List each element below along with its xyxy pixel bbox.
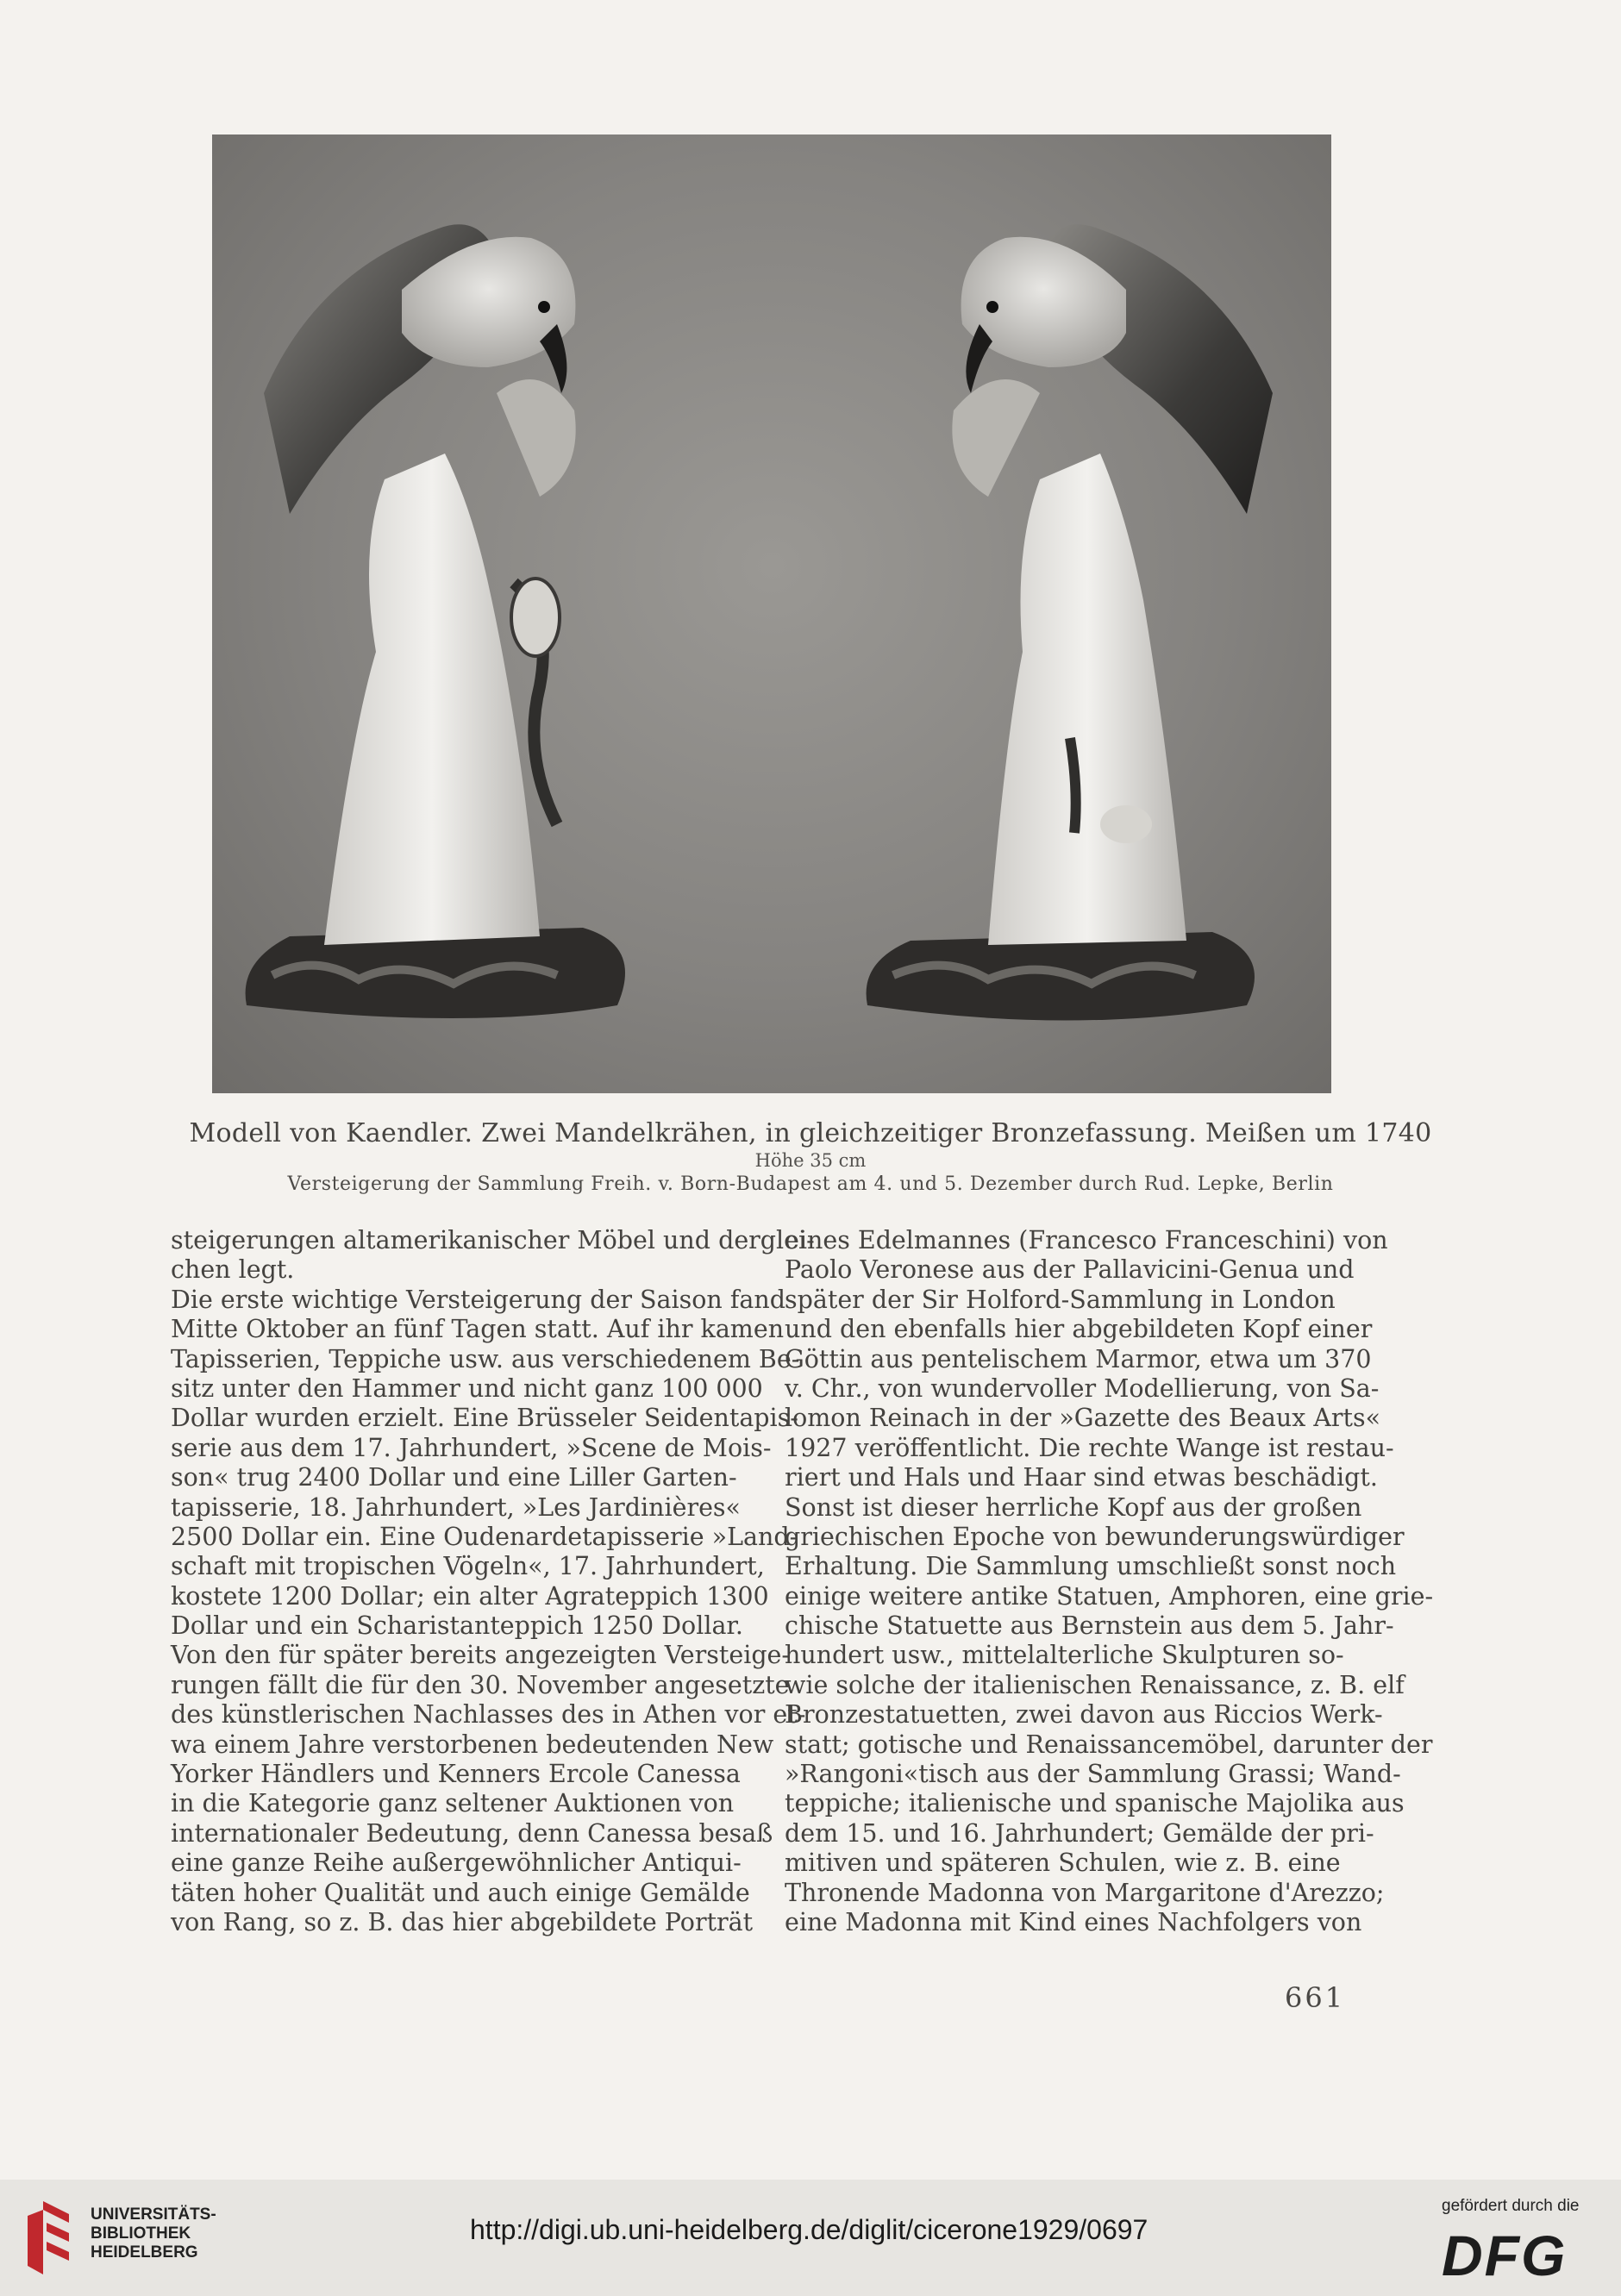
text-line: wie solche der italienischen Renaissance, z. B. elf <box>785 1670 1405 1699</box>
text-line: des künstlerischen Nachlasses des in Athen vor et- <box>171 1700 806 1730</box>
right-text-column <box>785 1226 1434 1937</box>
text-line: chische Statuette aus Bernstein aus dem 5. Jahr- <box>785 1611 1394 1641</box>
text-line: Dollar und ein Scharistanteppich 1250 Dollar. <box>171 1611 743 1641</box>
text-line: Bronzestatuetten, zwei davon aus Riccios Werk- <box>785 1700 1383 1730</box>
text-line: Sonst ist dieser herrliche Kopf aus der großen <box>785 1492 1362 1522</box>
text-line: griechischen Epoche von bewunderungswürdiger <box>785 1522 1405 1551</box>
text-line: dem 15. und 16. Jahrhundert; Gemälde der pri- <box>785 1818 1374 1848</box>
source-url-link[interactable]: http://digi.ub.uni-heidelberg.de/diglit/cicerone1929/0697 <box>470 2214 1148 2245</box>
text-line: internationaler Bedeutung, denn Canessa besaß <box>171 1818 773 1848</box>
figure-caption-sale: Versteigerung der Sammlung Freih. v. Born-Budapest am 4. und 5. Dezember durch Rud. Lepke, Berlin <box>287 1173 1334 1195</box>
library-name: UNIVERSITÄTS- BIBLIOTHEK HEIDELBERG <box>91 2205 216 2262</box>
text-line: hundert usw., mittelalterliche Skulpturen so- <box>785 1641 1344 1670</box>
text-line: steigerungen altamerikanischer Möbel und derglei- <box>171 1226 815 1254</box>
crow-figurines-illustration <box>212 135 1331 1093</box>
text-line: Paolo Veronese aus der Pallavicini-Genua und <box>785 1255 1355 1285</box>
page-number: 661 <box>1285 1981 1346 2014</box>
dfg-logo: DFG <box>1442 2224 1568 2287</box>
text-line: eine ganze Reihe außergewöhnlicher Antiqui- <box>171 1849 742 1878</box>
footer-bar <box>0 2180 1621 2296</box>
text-line: son« trug 2400 Dollar und eine Liller Garten- <box>171 1463 737 1492</box>
right-crow-figurine <box>867 224 1273 1020</box>
text-line: Thronende Madonna von Margaritone d'Arezzo; <box>785 1878 1385 1907</box>
text-line: Tapisserien, Teppiche usw. aus verschiedenem Be- <box>171 1344 800 1373</box>
text-line: Die erste wichtige Versteigerung der Saison fand <box>171 1285 785 1314</box>
text-line: sitz unter den Hammer und nicht ganz 100 000 <box>171 1373 763 1403</box>
text-line: wa einem Jahre verstorbenen bedeutenden New <box>171 1730 774 1759</box>
text-line: teppiche; italienische und spanische Majolika aus <box>785 1789 1405 1818</box>
figure-caption-main: Modell von Kaendler. Zwei Mandelkrähen, in gleichzeitiger Bronzefassung. Meißen um 1740 <box>189 1118 1432 1148</box>
text-line: riert und Hals und Haar sind etwas beschädigt. <box>785 1463 1378 1492</box>
university-library-logo-icon <box>17 2197 79 2279</box>
figure-caption-height: Höhe 35 cm <box>754 1150 867 1171</box>
text-line: eines Edelmannes (Francesco Franceschini) von <box>785 1226 1388 1254</box>
text-line: kostete 1200 Dollar; ein alter Agrateppich 1300 <box>171 1581 769 1611</box>
text-line: in die Kategorie ganz seltener Auktionen von <box>171 1789 735 1818</box>
text-line: Von den für später bereits angezeigten Versteige- <box>171 1641 791 1670</box>
text-line: Erhaltung. Die Sammlung umschließt sonst noch <box>785 1552 1397 1581</box>
text-line: 2500 Dollar ein. Eine Oudenardetapisserie »Land- <box>171 1522 798 1551</box>
text-line: Dollar wurden erzielt. Eine Brüsseler Seidentapis- <box>171 1404 798 1433</box>
text-line: einige weitere antike Statuen, Amphoren, eine grie- <box>785 1581 1434 1611</box>
text-line: v. Chr., von wundervoller Modellierung, von Sa- <box>785 1373 1380 1403</box>
text-line: Mitte Oktober an fünf Tagen statt. Auf ihr kamen <box>171 1315 785 1344</box>
text-line: chen legt. <box>171 1255 295 1285</box>
text-line: lomon Reinach in der »Gazette des Beaux Arts« <box>785 1404 1381 1433</box>
text-line: rungen fällt die für den 30. November angesetzte <box>171 1670 790 1699</box>
text-line: 1927 veröffentlicht. Die rechte Wange ist restau- <box>785 1433 1394 1462</box>
text-line: mitiven und späteren Schulen, wie z. B. eine <box>785 1849 1341 1878</box>
funded-by-label: gefördert durch die <box>1442 2197 1580 2215</box>
left-text-column <box>171 1226 815 1937</box>
text-line: Göttin aus pentelischem Marmor, etwa um 370 <box>785 1344 1372 1373</box>
text-line: serie aus dem 17. Jahrhundert, »Scene de Mois- <box>171 1433 772 1462</box>
text-line: »Rangoni«tisch aus der Sammlung Grassi; Wand- <box>785 1760 1401 1789</box>
text-line: eine Madonna mit Kind eines Nachfolgers von <box>785 1907 1362 1936</box>
text-line: täten hoher Qualität und auch einige Gemälde <box>171 1878 750 1907</box>
text-line: und den ebenfalls hier abgebildeten Kopf einer <box>785 1315 1373 1344</box>
text-line: von Rang, so z. B. das hier abgebildete Porträt <box>171 1907 754 1936</box>
text-line: Yorker Händlers und Kenners Ercole Canessa <box>171 1760 741 1789</box>
text-line: statt; gotische und Renaissancemöbel, darunter der <box>785 1730 1433 1759</box>
figure-photo <box>212 135 1331 1093</box>
text-line: schaft mit tropischen Vögeln«, 17. Jahrhundert, <box>171 1552 765 1581</box>
left-crow-figurine <box>246 224 625 1018</box>
text-line: tapisserie, 18. Jahrhundert, »Les Jardinières« <box>171 1492 741 1522</box>
text-line: später der Sir Holford-Sammlung in London <box>785 1285 1336 1314</box>
